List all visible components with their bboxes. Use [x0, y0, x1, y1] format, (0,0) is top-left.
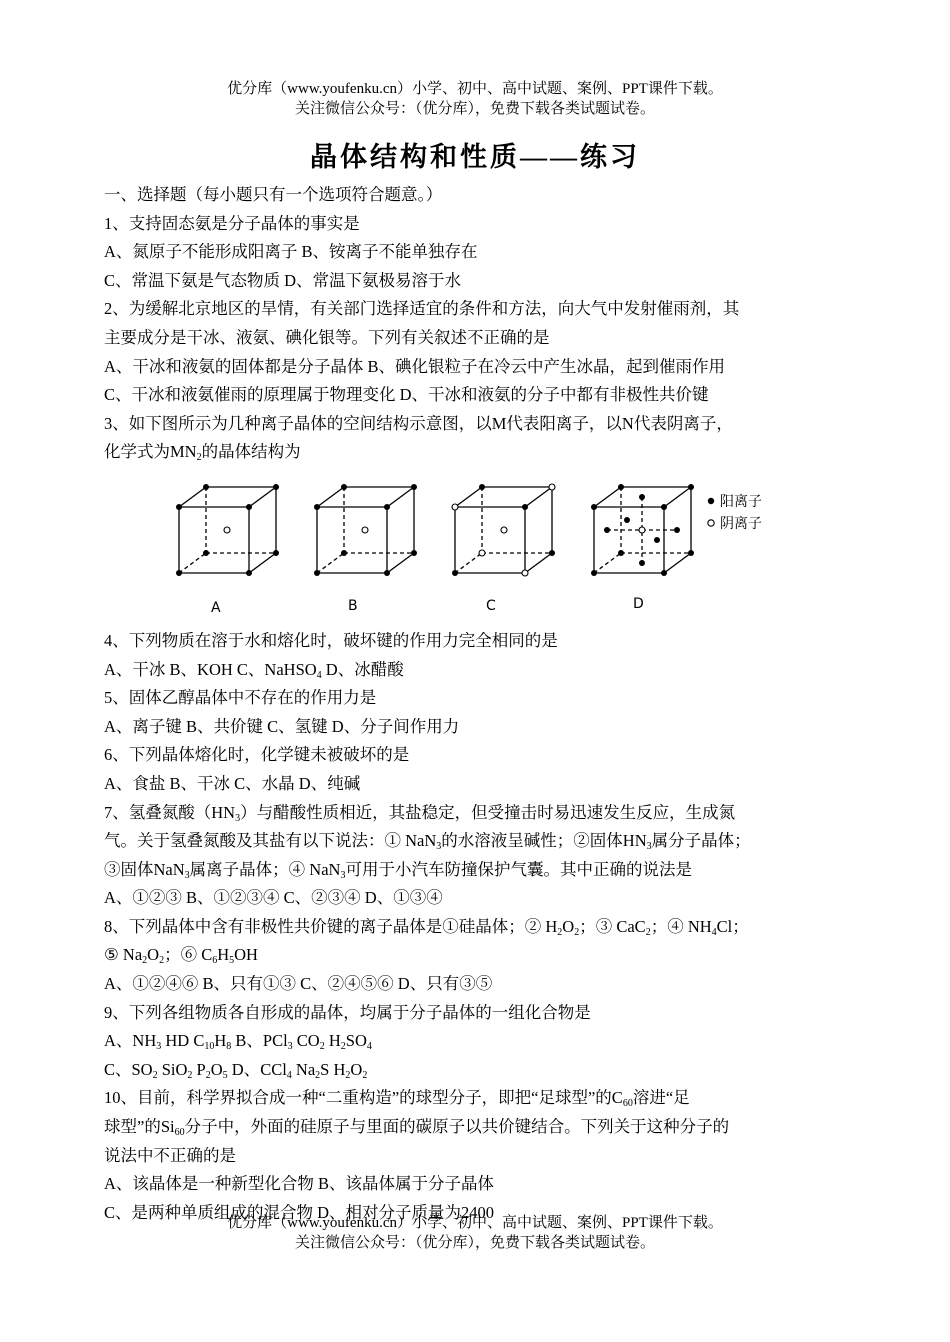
q4-stem: 4、下列物质在溶于水和熔化时，破坏键的作用力完全相同的是: [104, 630, 558, 650]
cation-dots: [176, 484, 714, 576]
q2-stem-line1: 2、为缓解北京地区的旱情，有关部门选择适宜的条件和方法，向大气中发射催雨剂，其: [104, 299, 740, 319]
q5-options: A、离子键 B、共价键 C、氢键 D、分子间作用力: [104, 716, 460, 736]
q10-options-ab: A、该晶体是一种新型化合物 B、该晶体属于分子晶体: [104, 1174, 495, 1194]
figure-label-a: A: [211, 599, 221, 616]
q5-stem: 5、固体乙醇晶体中不存在的作用力是: [104, 688, 377, 708]
crystal-diagrams: [164, 471, 784, 621]
q9-options-ab: A、$NH_3$ HD $C_{10}H_8$ B、PCl$_3$ $CO_2$ $H_2SO_4$: [104, 1031, 372, 1053]
footer-line-1: 优分库（www.youfenku.cn）小学、初中、高中试题、案例、PPT课件下载。: [227, 1215, 723, 1231]
section-heading: 一、选择题（每小题只有一个选项符合题意。）: [104, 185, 443, 204]
q8-line2: ⑤ $Na_2O_2$；⑥ $C_6H_5OH$: [104, 945, 258, 967]
q4-options: A、干冰 B、KOH C、NaHSO$_4$ D、冰醋酸: [104, 659, 404, 681]
q7-line3: ③固体NaN$_3$属离子晶体；④ NaN$_3$可用于小汽车防撞保护气囊。其中正确的说法是: [104, 859, 692, 881]
header-line-2: 关注微信公众号：（优分库），免费下载各类试题试卷。: [294, 101, 655, 117]
document-body: [104, 181, 854, 1227]
figure-label-c: C: [486, 597, 496, 614]
q8-options: A、①②④⑥ B、只有①③ C、②④⑤⑥ D、只有③⑤: [104, 974, 493, 994]
q7-options: A、①②③ B、①②③④ C、②③④ D、①③④: [104, 888, 443, 908]
q2-stem-line2: 主要成分是干冰、液氨、碘化银等。下列有关叙述不正确的是: [104, 327, 550, 347]
q10-line1: 10、目前，科学界拟合成一种“二重构造”的球型分子，即把“足球型”的$C_{60}$溶进“足: [104, 1088, 690, 1110]
legend-anion-label: 阴离子: [720, 515, 762, 532]
q7-line1: 7、氢叠氮酸$(HN_3)$与醋酸性质相近，其盐稳定，但受撞击时易迅速发生反应，生成氮: [104, 802, 736, 824]
q1-options-ab: A、氮原子不能形成阳离子 B、铵离子不能单独存在: [104, 242, 478, 262]
page-title: 晶体结构和性质——练习: [310, 142, 640, 172]
q2-options-ab: A、干冰和液氨的固体都是分子晶体 B、碘化银粒子在冷云中产生冰晶，起到催雨作用: [104, 356, 726, 376]
figure-label-d: D: [633, 595, 644, 612]
q10-options-cd: C、是两种单质组成的混合物 D、相对分子质量为2400: [104, 1202, 495, 1222]
q2-options-cd: C、干冰和液氨催雨的原理属于物理变化 D、干冰和液氨的分子中都有非极性共价键: [104, 385, 709, 405]
q8-line1: 8、下列晶体中含有非极性共价键的离子晶体是①硅晶体；② $H_2O_2$；③ CaC$_2$；④ $NH_4Cl$；: [104, 916, 749, 938]
header-line-1: 优分库（www.youfenku.cn）小学、初中、高中试题、案例、PPT课件下载。: [227, 81, 723, 97]
q3-stem-line1: 3、如下图所示为几种离子晶体的空间结构示意图，以M代表阳离子，以N代表阴离子，: [104, 413, 733, 433]
q10-line2: 球型”的$Si_{60}$分子中，外面的硅原子与里面的碳原子以共价键结合。下列关于这种分子的: [104, 1117, 730, 1139]
q1-options-cd: C、常温下氨是气态物质 D、常温下氨极易溶于水: [104, 270, 462, 290]
q7-line2: 气。关于氢叠氮酸及其盐有以下说法：① NaN$_3$的水溶液呈碱性；②固体$HN_3$属分子晶体；: [104, 831, 751, 853]
footer-line-2: 关注微信公众号：（优分库），免费下载各类试题试卷。: [294, 1235, 655, 1251]
figure-label-b: B: [348, 597, 358, 614]
q10-line3: 说法中不正确的是: [104, 1145, 236, 1165]
q9-options-cd: C、$SO_2$ SiO$_2$ $P_2O_5$ D、CCl$_4$ $Na_2S$ $H_2O_2$: [104, 1059, 368, 1081]
q1-stem: 1、支持固态氨是分子晶体的事实是: [104, 213, 360, 233]
q3-stem-line2: 化学式为$MN_2$的晶体结构为: [104, 442, 301, 464]
crystal-structure-figure: [104, 467, 854, 627]
q9-stem: 9、下列各组物质各自形成的晶体，均属于分子晶体的一组化合物是: [104, 1002, 591, 1022]
legend-cation-label: 阳离子: [720, 493, 762, 510]
q6-options: A、食盐 B、干冰 C、水晶 D、纯碱: [104, 773, 361, 793]
q6-stem: 6、下列晶体熔化时，化学键未被破坏的是: [104, 745, 410, 765]
